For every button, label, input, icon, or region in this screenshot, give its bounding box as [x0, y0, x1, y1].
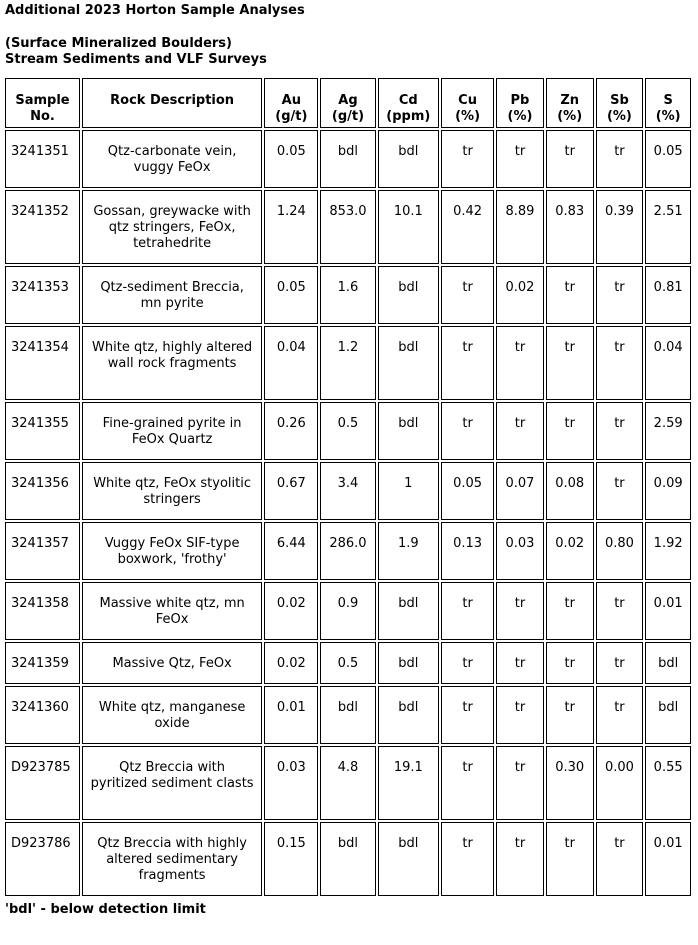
value-cell: 0.05 [645, 130, 691, 188]
value-cell: tr [496, 582, 544, 640]
rock-description-cell: Fine-grained pyrite in FeOx Quartz [82, 402, 262, 460]
table-row [5, 462, 691, 520]
value-cell: 4.8 [320, 746, 375, 820]
rock-description-cell: Qtz-sediment Breccia, mn pyrite [82, 266, 262, 324]
value-cell: 0.05 [441, 462, 494, 520]
value-cell: tr [496, 822, 544, 896]
value-cell: 10.1 [378, 190, 440, 264]
column-header: Rock Description [82, 78, 262, 128]
value-cell: 0.80 [596, 522, 644, 580]
rock-description-cell: Qtz Breccia with highly altered sedimentary fragments [82, 822, 262, 896]
value-cell: 0.81 [645, 266, 691, 324]
value-cell: tr [441, 402, 494, 460]
value-cell: tr [441, 130, 494, 188]
value-cell: tr [441, 326, 494, 400]
value-cell: bdl [645, 686, 691, 744]
value-cell: tr [546, 582, 594, 640]
value-cell: 0.03 [264, 746, 318, 820]
value-cell: tr [596, 686, 644, 744]
table-row [5, 582, 691, 640]
value-cell: bdl [320, 130, 375, 188]
sample-number-cell: 3241351 [5, 130, 80, 188]
value-cell: 0.39 [596, 190, 644, 264]
column-header: S (%) [645, 78, 691, 128]
table-row [5, 642, 691, 684]
value-cell: tr [496, 746, 544, 820]
value-cell: tr [441, 822, 494, 896]
value-cell: 1.2 [320, 326, 375, 400]
value-cell: bdl [320, 686, 375, 744]
rock-description-cell: Qtz Breccia with pyritized sediment clasts [82, 746, 262, 820]
value-cell: tr [441, 746, 494, 820]
value-cell: 0.5 [320, 402, 375, 460]
value-cell: bdl [378, 822, 440, 896]
value-cell: tr [596, 462, 644, 520]
footnote: 'bdl' - below detection limit [5, 902, 206, 917]
value-cell: 2.51 [645, 190, 691, 264]
column-header: Ag (g/t) [320, 78, 375, 128]
sample-number-cell: 3241360 [5, 686, 80, 744]
rock-description-cell: Massive white qtz, mn FeOx [82, 582, 262, 640]
value-cell: 0.05 [264, 130, 318, 188]
value-cell: tr [546, 686, 594, 744]
rock-description-cell: White qtz, manganese oxide [82, 686, 262, 744]
value-cell: tr [441, 582, 494, 640]
table-row [5, 266, 691, 324]
value-cell: 0.67 [264, 462, 318, 520]
table-row [5, 686, 691, 744]
value-cell: 1 [378, 462, 440, 520]
value-cell: tr [546, 642, 594, 684]
column-header: Sample No. [5, 78, 80, 128]
value-cell: 0.13 [441, 522, 494, 580]
sample-number-cell: 3241359 [5, 642, 80, 684]
column-header: Cu (%) [441, 78, 494, 128]
value-cell: 2.59 [645, 402, 691, 460]
value-cell: 0.55 [645, 746, 691, 820]
value-cell: tr [496, 402, 544, 460]
value-cell: 0.5 [320, 642, 375, 684]
value-cell: 0.02 [496, 266, 544, 324]
table-body [5, 130, 691, 896]
value-cell: tr [441, 266, 494, 324]
value-cell: 0.83 [546, 190, 594, 264]
value-cell: 1.6 [320, 266, 375, 324]
rock-description-cell: White qtz, FeOx styolitic stringers [82, 462, 262, 520]
value-cell: tr [596, 822, 644, 896]
sample-number-cell: 3241356 [5, 462, 80, 520]
subtitle-line-1: (Surface Mineralized Boulders) [5, 36, 232, 51]
table-row [5, 402, 691, 460]
value-cell: bdl [378, 266, 440, 324]
value-cell: 19.1 [378, 746, 440, 820]
rock-description-cell: White qtz, highly altered wall rock fragments [82, 326, 262, 400]
subtitle-line-2: Stream Sediments and VLF Surveys [5, 52, 267, 67]
sample-number-cell: 3241357 [5, 522, 80, 580]
value-cell: 0.01 [645, 822, 691, 896]
sample-number-cell: 3241353 [5, 266, 80, 324]
value-cell: tr [496, 642, 544, 684]
value-cell: 0.02 [546, 522, 594, 580]
value-cell: 0.30 [546, 746, 594, 820]
value-cell: tr [596, 402, 644, 460]
value-cell: 0.15 [264, 822, 318, 896]
sample-number-cell: 3241358 [5, 582, 80, 640]
rock-description-cell: Vuggy FeOx SIF-type boxwork, 'frothy' [82, 522, 262, 580]
sample-number-cell: 3241352 [5, 190, 80, 264]
column-header: Au (g/t) [264, 78, 318, 128]
sample-number-cell: 3241354 [5, 326, 80, 400]
value-cell: 1.92 [645, 522, 691, 580]
value-cell: tr [496, 686, 544, 744]
value-cell: tr [441, 642, 494, 684]
value-cell: 0.02 [264, 582, 318, 640]
value-cell: bdl [320, 822, 375, 896]
value-cell: tr [546, 822, 594, 896]
value-cell: 8.89 [496, 190, 544, 264]
sample-analyses-table [3, 76, 693, 898]
value-cell: 6.44 [264, 522, 318, 580]
rock-description-cell: Gossan, greywacke with qtz stringers, FeOx, tetrahedrite [82, 190, 262, 264]
value-cell: 0.01 [645, 582, 691, 640]
value-cell: bdl [378, 402, 440, 460]
value-cell: bdl [378, 130, 440, 188]
value-cell: 0.08 [546, 462, 594, 520]
value-cell: 0.00 [596, 746, 644, 820]
value-cell: 0.04 [264, 326, 318, 400]
value-cell: bdl [378, 582, 440, 640]
header-row [5, 78, 691, 128]
value-cell: tr [546, 402, 594, 460]
column-header: Zn (%) [546, 78, 594, 128]
column-header: Pb (%) [496, 78, 544, 128]
value-cell: bdl [378, 686, 440, 744]
value-cell: 1.9 [378, 522, 440, 580]
value-cell: 0.04 [645, 326, 691, 400]
sample-number-cell: D923786 [5, 822, 80, 896]
rock-description-cell: Qtz-carbonate vein, vuggy FeOx [82, 130, 262, 188]
value-cell: 0.07 [496, 462, 544, 520]
value-cell: tr [596, 130, 644, 188]
value-cell: 286.0 [320, 522, 375, 580]
value-cell: tr [546, 326, 594, 400]
table-row [5, 326, 691, 400]
value-cell: tr [546, 266, 594, 324]
value-cell: tr [496, 130, 544, 188]
value-cell: bdl [378, 326, 440, 400]
table-row [5, 190, 691, 264]
value-cell: 0.05 [264, 266, 318, 324]
rock-description-cell: Massive Qtz, FeOx [82, 642, 262, 684]
table-row [5, 130, 691, 188]
value-cell: 0.09 [645, 462, 691, 520]
value-cell: tr [596, 582, 644, 640]
value-cell: tr [596, 326, 644, 400]
value-cell: 0.02 [264, 642, 318, 684]
value-cell: tr [596, 266, 644, 324]
value-cell: 0.9 [320, 582, 375, 640]
sample-number-cell: 3241355 [5, 402, 80, 460]
value-cell: 853.0 [320, 190, 375, 264]
value-cell: 0.26 [264, 402, 318, 460]
page-title: Additional 2023 Horton Sample Analyses [5, 3, 305, 18]
value-cell: tr [596, 642, 644, 684]
value-cell: tr [441, 686, 494, 744]
table-row [5, 822, 691, 896]
table-row [5, 522, 691, 580]
sample-number-cell: D923785 [5, 746, 80, 820]
value-cell: tr [496, 326, 544, 400]
column-header: Sb (%) [596, 78, 644, 128]
value-cell: 3.4 [320, 462, 375, 520]
value-cell: 0.01 [264, 686, 318, 744]
value-cell: bdl [378, 642, 440, 684]
value-cell: 0.42 [441, 190, 494, 264]
value-cell: bdl [645, 642, 691, 684]
value-cell: tr [546, 130, 594, 188]
value-cell: 1.24 [264, 190, 318, 264]
column-header: Cd (ppm) [378, 78, 440, 128]
value-cell: 0.03 [496, 522, 544, 580]
table-row [5, 746, 691, 820]
